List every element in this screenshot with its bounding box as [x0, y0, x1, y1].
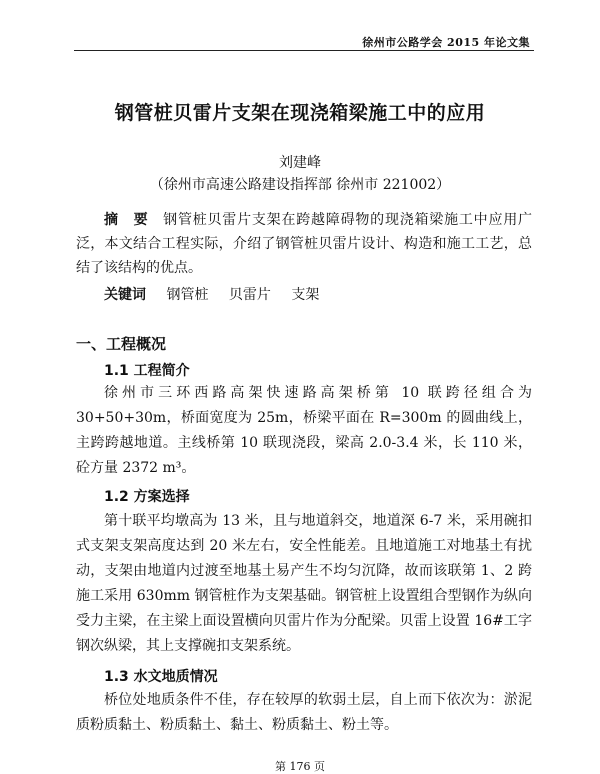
header-rule	[74, 50, 534, 51]
abstract-label: 摘 要	[104, 212, 149, 228]
abstract-text: 钢管桩贝雷片支架在跨越障碍物的现浇箱梁施工中应用广泛，本文结合工程实际，介绍了钢管桩贝雷片设计、构造和施工工艺，总结了该结构的优点。	[76, 212, 533, 276]
page-number: 第 176 页	[275, 760, 325, 773]
author-affiliation: （徐州市高速公路建设指挥部 徐州市 221002）	[149, 177, 451, 193]
subsection-heading-1-3: 1.3 水文地质情况	[104, 669, 218, 685]
subsection-heading-1-1: 1.1 工程简介	[104, 363, 190, 379]
journal-header: 徐州市公路学会 2015 年论文集	[362, 36, 530, 49]
keyword-item: 贝雷片	[228, 287, 271, 303]
keyword-item: 支架	[291, 287, 320, 303]
paper-title: 钢管桩贝雷片支架在现浇箱梁施工中的应用	[114, 102, 486, 124]
author-name: 刘建峰	[279, 155, 321, 171]
paragraph-1-1: 徐州市三环西路高架快速路高架桥第 10 联跨径组合为 30+50+30m，桥面宽度为 25m，桥梁平面在 R=300m 的圆曲线上，主跨跨越地道。主线桥第 10 联现浇段，梁高 2.0-3.4 米，长 110 米，砼方量 2372 m³。	[76, 385, 532, 476]
paragraph-1-3: 桥位处地质条件不佳，存在较厚的软弱土层，自上而下依次为：淤泥质粉质黏土、粉质黏土、黏土、粉质黏土、粉土等。	[76, 692, 532, 733]
subsection-heading-1-2: 1.2 方案选择	[104, 489, 190, 505]
abstract	[76, 208, 532, 280]
keywords-label: 关键词	[104, 287, 146, 303]
keywords	[104, 284, 319, 304]
keyword-item: 钢管桩	[166, 287, 209, 303]
section-heading-1: 一、工程概况	[76, 335, 167, 353]
paragraph-1-2: 第十联平均墩高为 13 米，且与地道斜交，地道深 6-7 米，采用碗扣式支架支架高度达到 20 米左右，安全性能差。且地道施工对地基土有扰动，支架由地道内过渡至地基土易产生不均匀沉降，故而该联第 1、2 跨施工采用 630mm 钢管桩作为支架基础。钢管桩上设置组合型钢作为纵向受力主梁，在主梁上面设置横向贝雷片作为分配梁。贝雷上设置 16#工字钢次纵梁，其上支撑碗扣支架系统。	[76, 513, 532, 654]
